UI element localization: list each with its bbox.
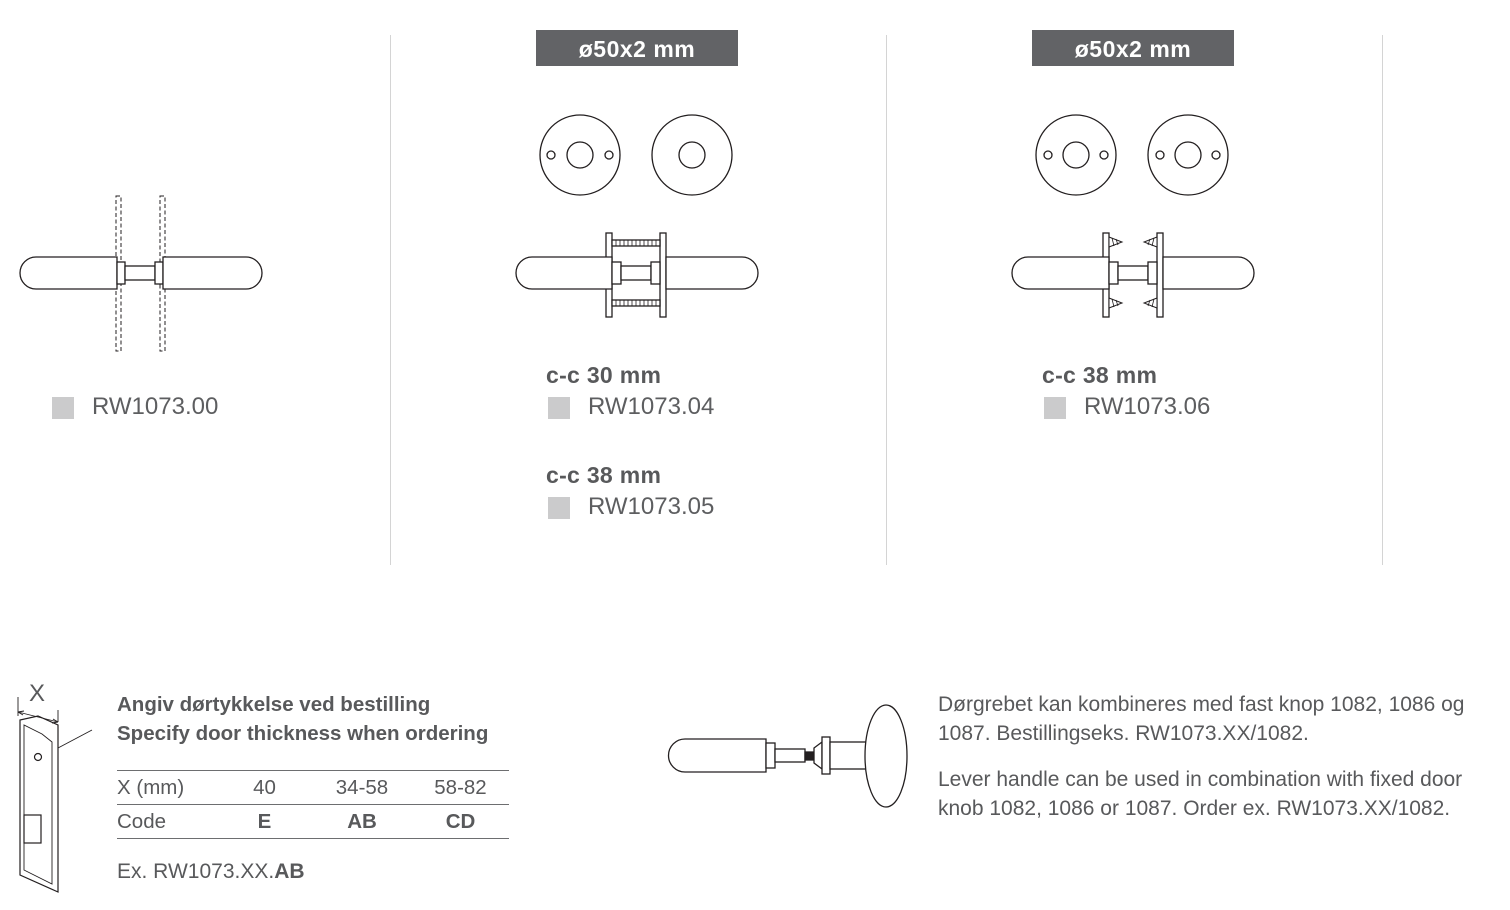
center-distance-label: c-c 30 mm bbox=[546, 362, 662, 388]
finish-swatch bbox=[548, 497, 570, 519]
table-cell: 34-58 bbox=[312, 771, 412, 805]
table-cell: 58-82 bbox=[412, 771, 509, 805]
column-divider bbox=[1382, 35, 1383, 565]
rosette-size-badge: ø50x2 mm bbox=[536, 30, 738, 66]
product-code: RW1073.06 bbox=[1084, 393, 1211, 420]
table-cell: X (mm) bbox=[117, 771, 217, 805]
table-cell: AB bbox=[312, 805, 412, 839]
table-cell: CD bbox=[412, 805, 509, 839]
thickness-heading-en: Specify door thickness when ordering bbox=[117, 722, 489, 745]
table-cell: E bbox=[217, 805, 312, 839]
table-row bbox=[117, 771, 509, 805]
column-divider bbox=[390, 35, 391, 565]
table-row bbox=[117, 805, 509, 839]
finish-swatch bbox=[52, 397, 74, 419]
finish-swatch bbox=[1044, 397, 1066, 419]
center-distance-label: c-c 38 mm bbox=[1042, 362, 1158, 388]
thickness-x-label: X bbox=[29, 680, 46, 707]
product-code: RW1073.04 bbox=[588, 393, 715, 420]
thickness-heading-da: Angiv dørtykkelse ved bestilling bbox=[117, 693, 431, 716]
product-code: RW1073.05 bbox=[588, 493, 715, 520]
combination-text-da: Dørgrebet kan kombineres med fast knop 1082, 1086 og 1087. Bestillingseks. RW1073.XX/1082. bbox=[938, 693, 1465, 745]
center-distance-label: c-c 38 mm bbox=[546, 462, 662, 488]
table-cell: 40 bbox=[217, 771, 312, 805]
table-cell: Code bbox=[117, 805, 217, 839]
product-code: RW1073.00 bbox=[92, 393, 219, 420]
order-example-prefix: Ex. RW1073.XX. bbox=[117, 860, 275, 883]
column-divider bbox=[886, 35, 887, 565]
finish-swatch bbox=[548, 397, 570, 419]
rosette-size-badge: ø50x2 mm bbox=[1032, 30, 1234, 66]
order-example bbox=[117, 860, 305, 884]
door-thickness-table bbox=[117, 770, 509, 839]
combination-text-en: Lever handle can be used in combination with fixed door knob 1082, 1086 or 1087. Order ex. RW1073.XX/1082. bbox=[938, 768, 1463, 820]
thickness-heading bbox=[117, 690, 488, 748]
order-example-code: AB bbox=[274, 860, 305, 883]
